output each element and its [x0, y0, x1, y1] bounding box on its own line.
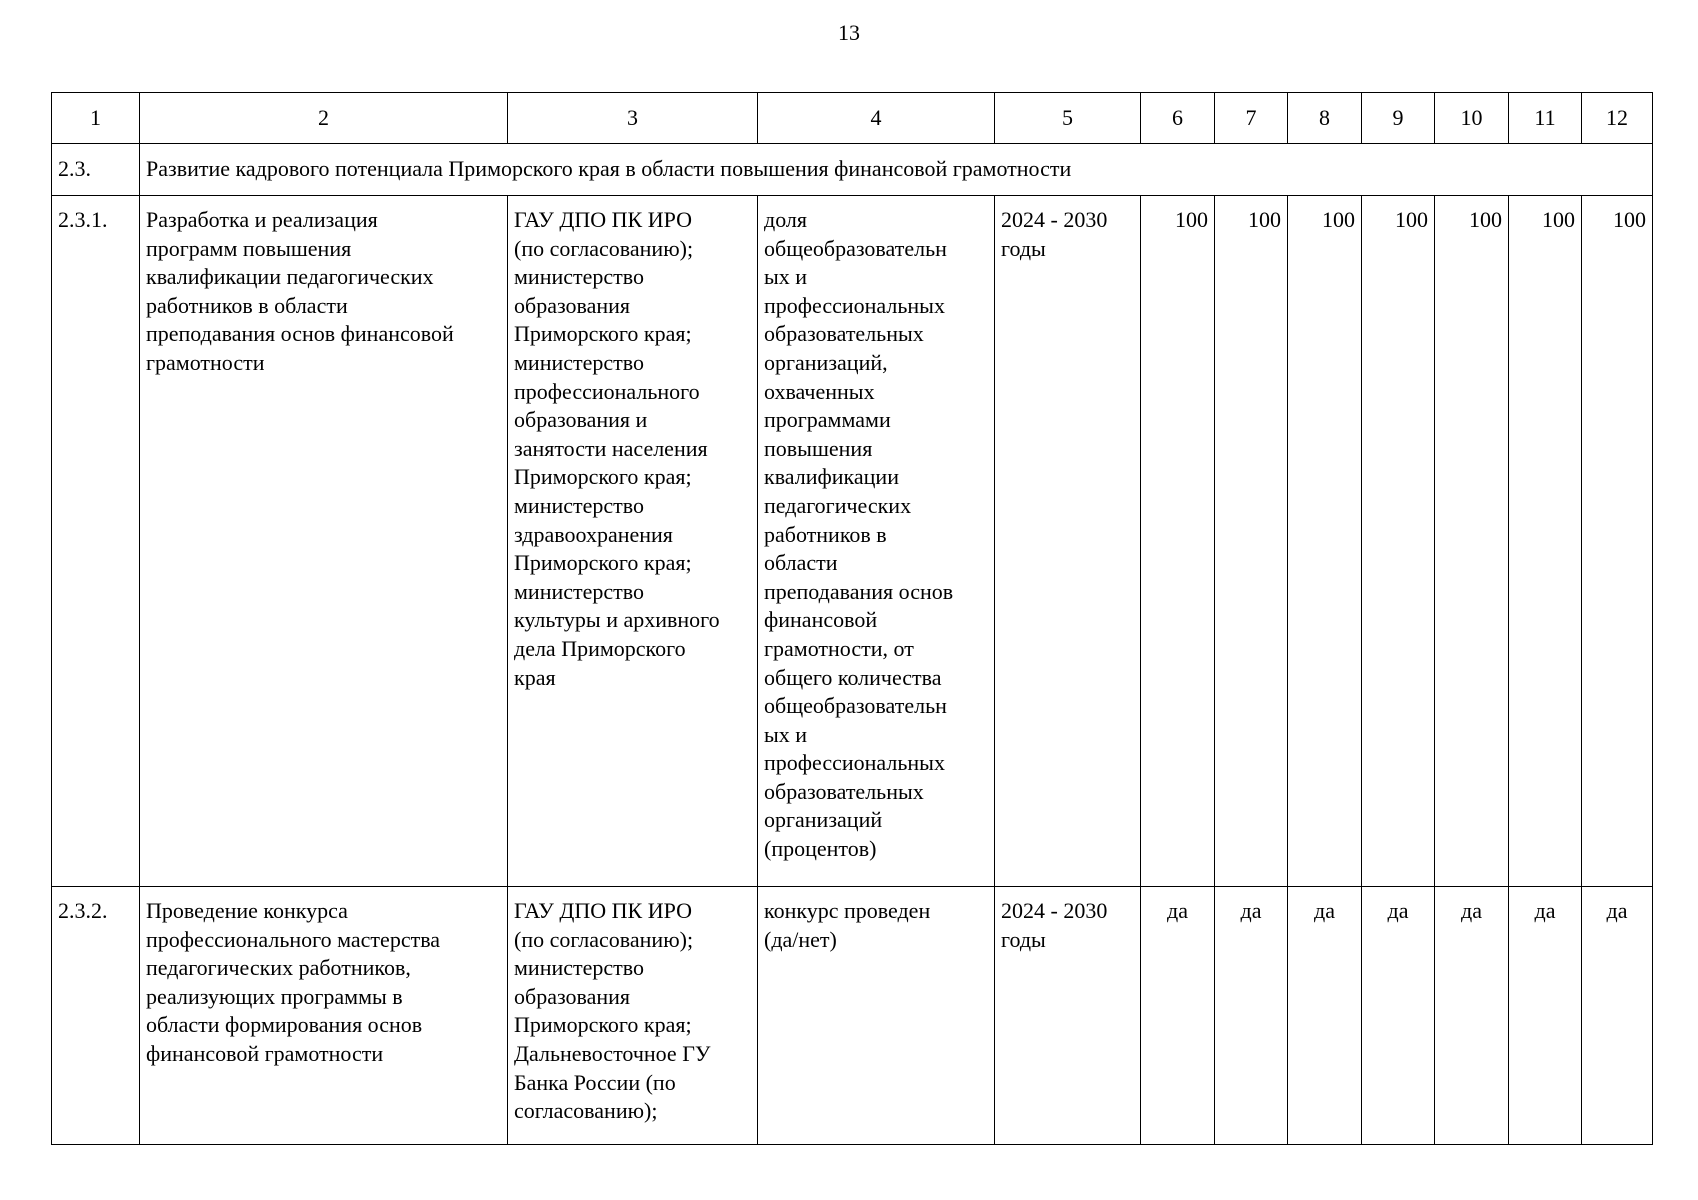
executors: ГАУ ДПО ПК ИРО (по согласованию); министерство образования Приморского края; Дальневосточное ГУ Банка России (по согласованию);	[514, 898, 711, 1124]
period: 2024 - 2030 годы	[1001, 207, 1108, 261]
column-number: 2	[140, 93, 508, 144]
column-number: 3	[508, 93, 758, 144]
column-numbers-row	[52, 93, 1653, 144]
year-value: да	[1582, 887, 1653, 1145]
measure-name: Проведение конкурса профессионального мастерства педагогических работников, реализующих программы в области формирования основ финансовой грамотности	[146, 898, 441, 1066]
table-row	[52, 887, 1653, 1145]
indicator: конкурс проведен (да/нет)	[764, 898, 931, 952]
year-value: да	[1435, 887, 1509, 1145]
year-value: да	[1141, 887, 1215, 1145]
year-value: 100	[1215, 196, 1288, 887]
year-value: 100	[1509, 196, 1582, 887]
column-number: 9	[1362, 93, 1435, 144]
column-number: 8	[1288, 93, 1362, 144]
page-number: 13	[838, 20, 860, 45]
section-row	[52, 144, 1653, 196]
column-number: 12	[1582, 93, 1653, 144]
year-value: да	[1215, 887, 1288, 1145]
year-value: 100	[1288, 196, 1362, 887]
year-value: 100	[1362, 196, 1435, 887]
row-code: 2.3.1.	[52, 196, 140, 887]
plan-table	[51, 92, 1653, 1145]
column-number: 5	[995, 93, 1141, 144]
period: 2024 - 2030 годы	[1001, 898, 1108, 952]
table-row	[52, 196, 1653, 887]
column-number: 11	[1509, 93, 1582, 144]
column-number: 7	[1215, 93, 1288, 144]
indicator: доля общеобразовательн ых и профессиональных образовательных организаций, охваченных программами повышения квалификации педагогических работников в области преподавания основ финансовой грамотности, от общего количества общеобразовательн ых и профессиональных образовательных организаций (процентов)	[764, 207, 954, 862]
column-number: 4	[758, 93, 995, 144]
year-value: да	[1509, 887, 1582, 1145]
year-value: да	[1288, 887, 1362, 1145]
year-value: 100	[1141, 196, 1215, 887]
year-value: 100	[1435, 196, 1509, 887]
section-code: 2.3.	[52, 144, 140, 196]
measure-name: Разработка и реализация программ повышения квалификации педагогических работников в области преподавания основ финансовой грамотности	[146, 207, 454, 375]
section-title: Развитие кадрового потенциала Приморского края в области повышения финансовой грамотности	[140, 144, 1653, 196]
year-value: да	[1362, 887, 1435, 1145]
column-number: 6	[1141, 93, 1215, 144]
year-value: 100	[1582, 196, 1653, 887]
column-number: 1	[52, 93, 140, 144]
executors: ГАУ ДПО ПК ИРО (по согласованию); министерство образования Приморского края; министерство профессионального образования и занятости населения Приморского края; министерство здравоохранения Приморского края; министерство культуры и архивного дела Приморского края	[514, 207, 720, 690]
row-code: 2.3.2.	[52, 887, 140, 1145]
column-number: 10	[1435, 93, 1509, 144]
